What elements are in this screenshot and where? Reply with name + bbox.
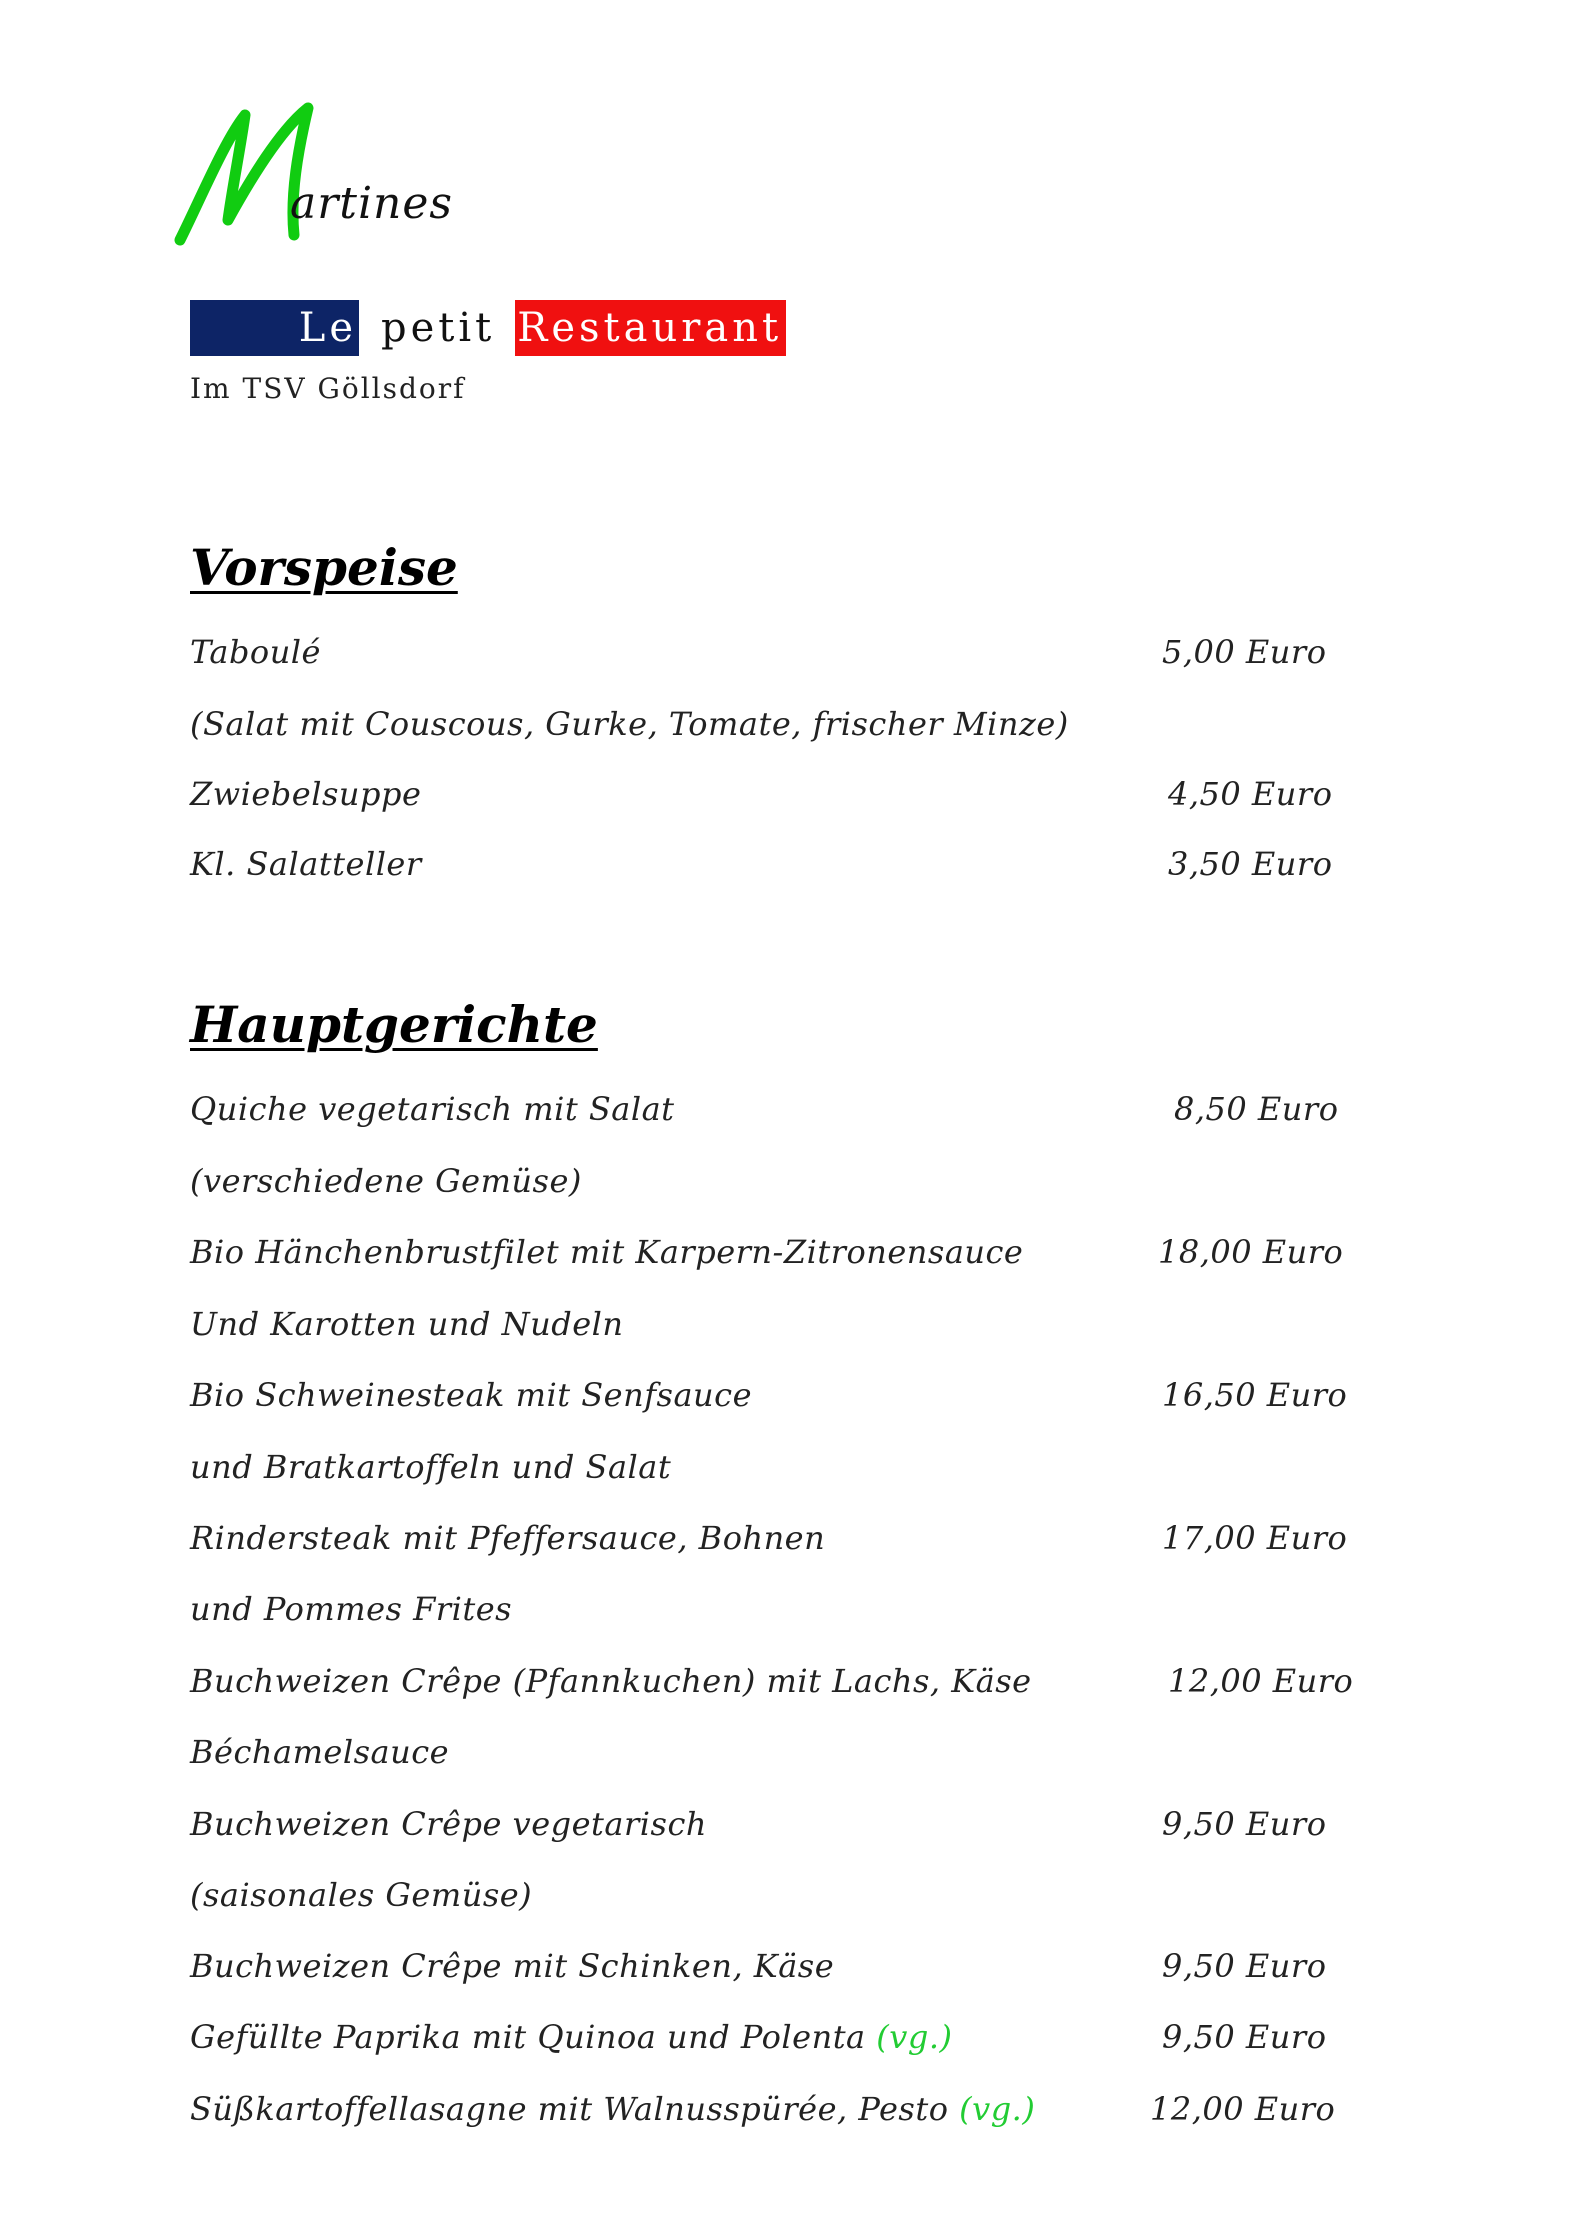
menu-item-name: Süßkartoffellasagne mit Walnusspürée, Pesto — [190, 2090, 949, 2128]
menu-item-text: Buchweizen Crêpe (Pfannkuchen) mit Lachs, Käse — [190, 1662, 1032, 1700]
menu-item-price: 8,50 Euro — [1174, 1090, 1339, 1128]
menu-item-price: 5,00 Euro — [1162, 633, 1327, 671]
banner-blue-block — [190, 300, 359, 356]
menu-item-description: und Pommes Frites — [190, 1590, 513, 1628]
menu-item-description: (Salat mit Couscous, Gurke, Tomate, frischer Minze) — [190, 705, 1069, 743]
menu-item-text: Kl. Salatteller — [190, 845, 422, 883]
menu-item-text: Bio Hänchenbrustfilet mit Karpern-Zitronensauce — [190, 1233, 1024, 1271]
vegan-tag: (vg.) — [959, 2090, 1036, 2128]
menu-item-price: 9,50 Euro — [1162, 1947, 1327, 1985]
restaurant-banner — [190, 300, 786, 356]
menu-item-description: Und Karotten und Nudeln — [190, 1305, 624, 1343]
menu-item-text: Bio Schweinesteak mit Senfsauce — [190, 1376, 752, 1414]
menu-item-price: 12,00 Euro — [1150, 2090, 1336, 2128]
menu-item-text: Buchweizen Crêpe mit Schinken, Käse — [190, 1947, 835, 1985]
banner-red-block — [515, 300, 786, 356]
menu-item-price: 9,50 Euro — [1162, 1805, 1327, 1843]
menu-item-price: 17,00 Euro — [1162, 1519, 1348, 1557]
vegan-tag: (vg.) — [876, 2018, 953, 2056]
location-subtitle: Im TSV Göllsdorf — [190, 372, 466, 405]
section-heading-hauptgerichte: Hauptgerichte — [190, 995, 598, 1054]
menu-item-description: (saisonales Gemüse) — [190, 1876, 533, 1914]
banner-word-restaurant: Restaurant — [517, 305, 783, 351]
menu-item-description: und Bratkartoffeln und Salat — [190, 1448, 672, 1486]
menu-item-price: 12,00 Euro — [1168, 1662, 1354, 1700]
logo-tail-text: artines — [290, 178, 453, 229]
menu-item-text — [190, 2090, 1035, 2128]
menu-item-price: 3,50 Euro — [1168, 845, 1333, 883]
menu-item-price: 16,50 Euro — [1162, 1376, 1348, 1414]
menu-item-description: (verschiedene Gemüse) — [190, 1162, 582, 1200]
menu-item-text: Quiche vegetarisch mit Salat — [190, 1090, 675, 1128]
menu-item-text: Rindersteak mit Pfeffersauce, Bohnen — [190, 1519, 826, 1557]
banner-word-petit: petit — [381, 305, 496, 351]
menu-item-price: 9,50 Euro — [1162, 2018, 1327, 2056]
menu-item-text: Zwiebelsuppe — [190, 775, 422, 813]
menu-item-text: Buchweizen Crêpe vegetarisch — [190, 1805, 707, 1843]
menu-item-description: Béchamelsauce — [190, 1733, 450, 1771]
menu-item-price: 18,00 Euro — [1158, 1233, 1344, 1271]
menu-item-text: Taboulé — [190, 633, 321, 671]
banner-white-block — [359, 300, 515, 356]
menu-item-text — [190, 2018, 953, 2056]
banner-word-le: Le — [298, 305, 357, 351]
section-heading-vorspeise: Vorspeise — [190, 538, 458, 597]
menu-item-price: 4,50 Euro — [1168, 775, 1333, 813]
menu-item-name: Gefüllte Paprika mit Quinoa und Polenta — [190, 2018, 866, 2056]
